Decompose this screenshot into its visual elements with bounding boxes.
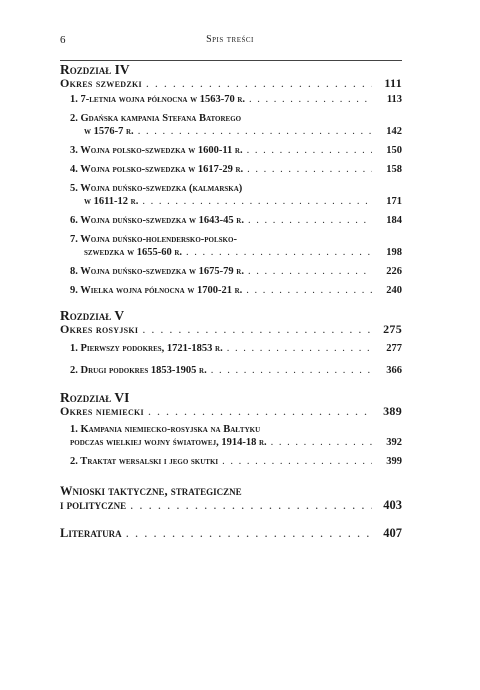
toc-entry[interactable] xyxy=(70,423,402,449)
leader-dots xyxy=(248,265,372,278)
toc-entry[interactable] xyxy=(70,163,402,176)
entry-text: 3. Wojna polsko-szwedzka w 1600-11 r. xyxy=(70,145,243,156)
page-ref: 198 xyxy=(386,247,402,258)
chapter-title: Okres rosyjski xyxy=(60,322,139,336)
leader-dots xyxy=(249,93,372,106)
toc-entry[interactable] xyxy=(70,144,402,157)
page-ref: 240 xyxy=(386,285,402,296)
toc-entry[interactable] xyxy=(70,265,402,278)
leader-dots xyxy=(248,214,372,227)
page-ref: 392 xyxy=(386,437,402,448)
entry-text-cont: w 1611-12 r. xyxy=(84,196,139,207)
literature-title: Literatura xyxy=(60,526,122,540)
page-ref: 277 xyxy=(386,343,402,354)
page-ref: 226 xyxy=(386,266,402,277)
entry-text: 2. Traktat wersalski i jego skutki xyxy=(70,456,219,467)
chapter-title-row[interactable] xyxy=(60,323,402,336)
literature-entry[interactable] xyxy=(60,526,402,540)
page-ref: 403 xyxy=(383,498,402,512)
entry-text: 1. 7-letnia wojna północna w 1563-70 r. xyxy=(70,94,245,105)
entry-text-cont: i polityczne xyxy=(60,498,127,512)
conclusions-entry[interactable] xyxy=(60,484,402,512)
leader-dots xyxy=(227,342,372,355)
toc-entry[interactable] xyxy=(70,233,402,259)
entry-text: 1. Pierwszy podokres, 1721-1853 r. xyxy=(70,343,223,354)
toc-entry[interactable] xyxy=(70,214,402,227)
top-divider xyxy=(60,60,402,61)
leader-dots xyxy=(142,195,372,208)
leader-dots xyxy=(247,144,372,157)
entry-text: 7. Wojna duńsko-holendersko-polsko- xyxy=(70,234,237,245)
toc-entry[interactable] xyxy=(70,182,402,208)
chapter-6 xyxy=(60,391,402,468)
chapter-title: Okres szwedzki xyxy=(60,76,142,90)
toc-entry[interactable] xyxy=(70,342,402,355)
entry-text: 9. Wielka wojna północna w 1700-21 r. xyxy=(70,285,243,296)
leader-dots xyxy=(138,125,372,138)
chapter-title: Okres niemiecki xyxy=(60,404,144,418)
page-ref: 171 xyxy=(386,196,402,207)
leader-dots xyxy=(148,405,372,418)
leader-dots xyxy=(246,284,372,297)
entry-text-cont: w 1576-7 r. xyxy=(84,126,134,137)
page-ref: 142 xyxy=(386,126,402,137)
leader-dots xyxy=(142,323,372,336)
leader-dots xyxy=(126,526,372,540)
chapter-title-row[interactable] xyxy=(60,405,402,418)
toc-entry[interactable] xyxy=(70,93,402,106)
chapter-title-row[interactable] xyxy=(60,77,402,90)
chapter-label: Rozdział V xyxy=(60,308,125,323)
page-ref: 184 xyxy=(386,215,402,226)
toc-entry[interactable] xyxy=(70,455,402,468)
leader-dots xyxy=(222,455,372,468)
toc-entry[interactable] xyxy=(70,284,402,297)
entry-text: 4. Wojna polsko-szwedzka w 1617-29 r. xyxy=(70,164,244,175)
running-title: Spis treści xyxy=(206,34,254,45)
page-ref: 113 xyxy=(386,94,402,105)
chapter-label: Rozdział IV xyxy=(60,62,130,77)
page-ref: 389 xyxy=(383,404,402,418)
leader-dots xyxy=(247,163,372,176)
page-ref: 366 xyxy=(386,365,402,376)
entry-text: 1. Kampania niemiecko-rosyjska na Bałtyku xyxy=(70,424,261,435)
page-ref: 275 xyxy=(383,322,402,336)
entry-text-cont: szwedzka w 1655-60 r. xyxy=(84,247,183,258)
chapter-label: Rozdział VI xyxy=(60,390,130,405)
toc-entry[interactable] xyxy=(70,112,402,138)
toc-entry[interactable] xyxy=(70,364,402,377)
entry-text: 5. Wojna duńsko-szwedzka (kalmarska) xyxy=(70,183,243,194)
entry-text: 6. Wojna duńsko-szwedzka w 1643-45 r. xyxy=(70,215,244,226)
leader-dots xyxy=(211,364,372,377)
leader-dots xyxy=(146,77,372,90)
entry-text-cont: podczas wielkiej wojny światowej, 1914-18 r. xyxy=(70,437,267,448)
page-ref: 407 xyxy=(383,526,402,540)
page-number: 6 xyxy=(60,34,66,46)
chapter-4 xyxy=(60,63,402,297)
entry-text: 2. Drugi podokres 1853-1905 r. xyxy=(70,365,207,376)
entry-text: 2. Gdańska kampania Stefana Batorego xyxy=(70,113,242,124)
leader-dots xyxy=(271,436,372,449)
entry-text: 8. Wojna duńsko-szwedzka w 1675-79 r. xyxy=(70,266,244,277)
page-ref: 111 xyxy=(384,76,402,90)
chapter-5 xyxy=(60,309,402,377)
leader-dots xyxy=(186,246,372,259)
page-ref: 158 xyxy=(386,164,402,175)
table-of-contents xyxy=(60,63,402,540)
page-ref: 399 xyxy=(386,456,402,467)
page-ref: 150 xyxy=(386,145,402,156)
entry-text: Wnioski taktyczne, strategiczne xyxy=(60,484,242,498)
page-header xyxy=(60,34,400,48)
leader-dots xyxy=(130,498,372,512)
